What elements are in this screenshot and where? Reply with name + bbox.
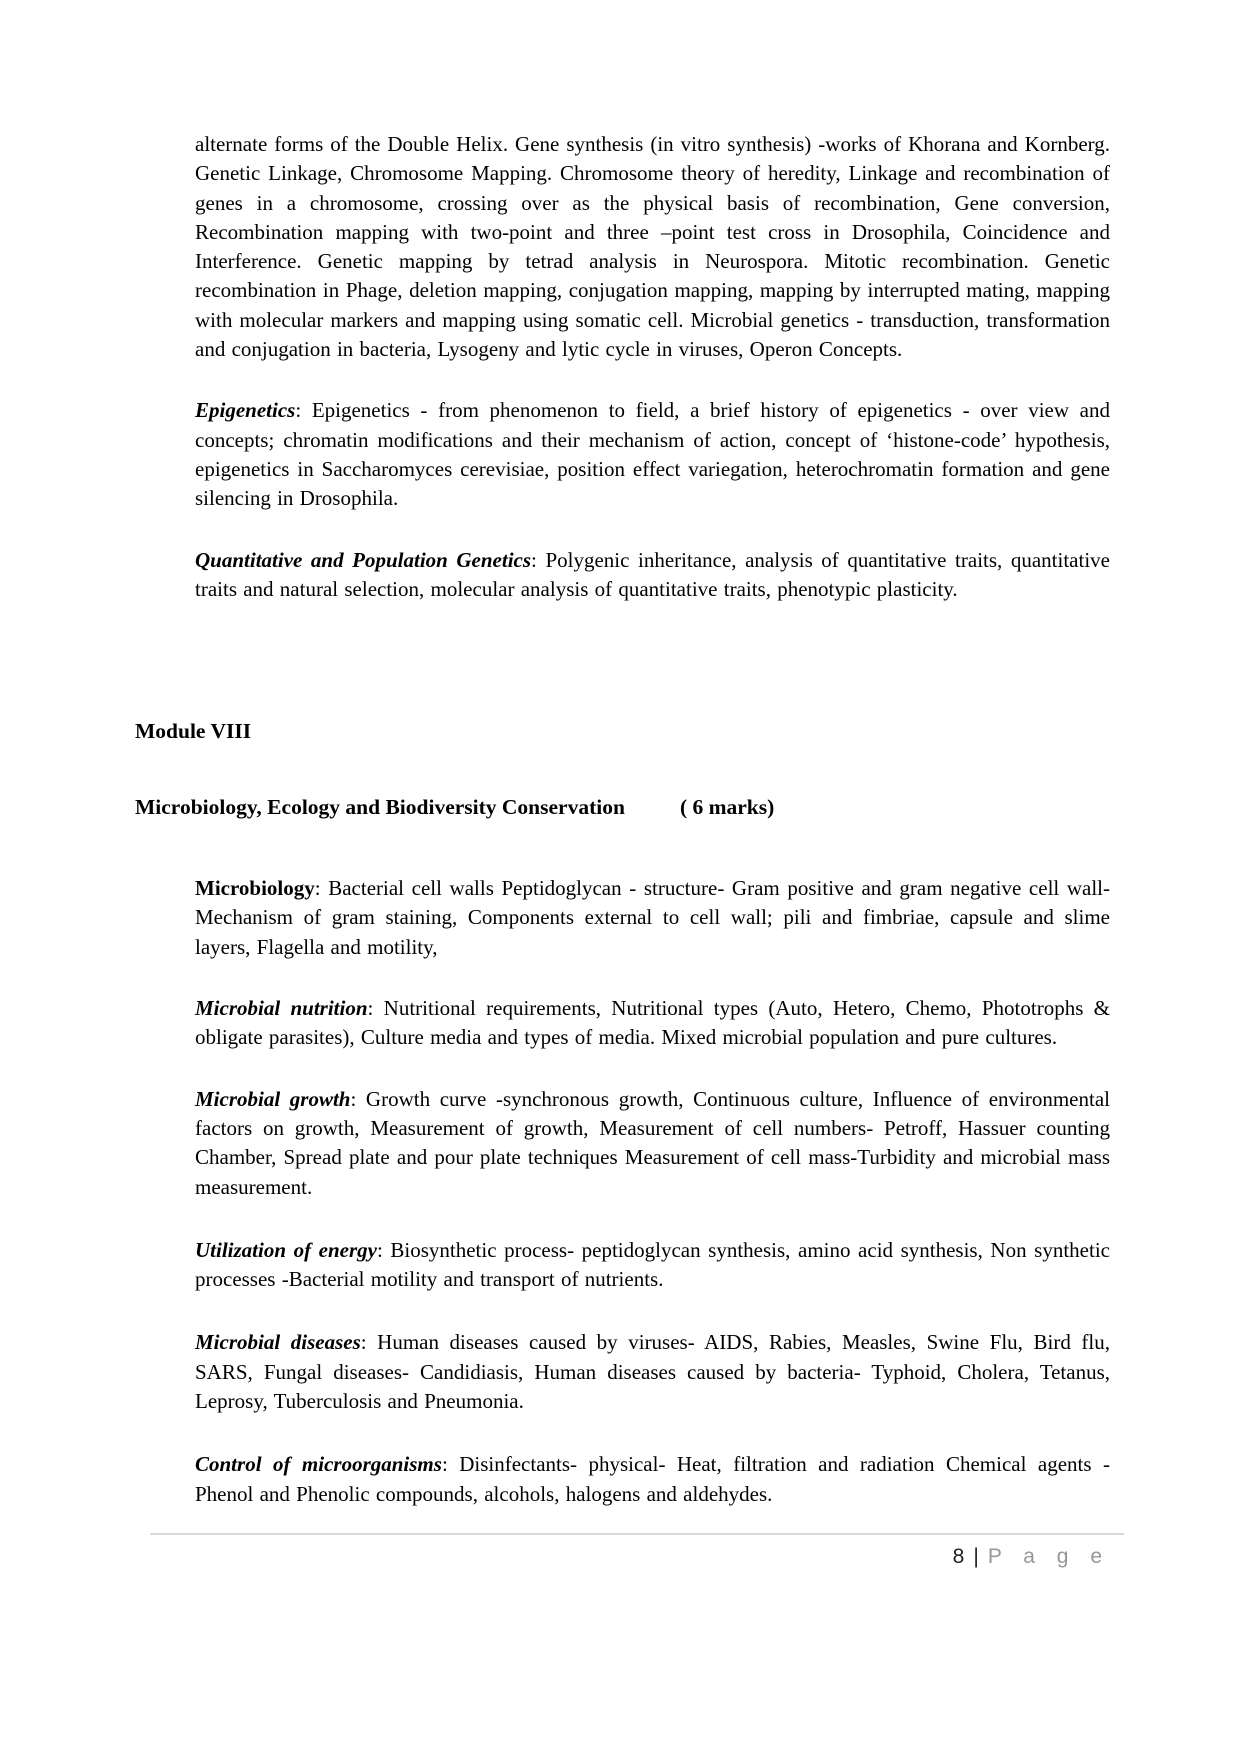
paragraph-epigenetics [195, 396, 1110, 513]
paragraph-microbiology [195, 874, 1110, 962]
paragraph-body: : Epigenetics - from phenomenon to field, a brief history of epigenetics - over view and concepts; chromatin modifications and their mechanism of action, concept of ‘histone-code’ hypothesis, epigenetics in Saccharomyces cerevisiae, position effect variegation, heterochromatin formation and gene silencing in Drosophila. [195, 398, 1110, 511]
paragraph-microbial-diseases [195, 1328, 1110, 1416]
paragraph-genetics-continued [195, 130, 1110, 364]
paragraph-lead: Utilization of energy [195, 1237, 377, 1262]
paragraph-microbial-nutrition [195, 994, 1110, 1053]
topic-heading [135, 792, 1110, 822]
paragraph-body: : Bacterial cell walls Peptidoglycan - structure- Gram positive and gram negative cell wall- Mechanism of gram staining, Components external to cell wall; pili and fimbriae, capsule and slime layers, Flagella and motility, [195, 876, 1110, 959]
paragraph-control-of-microorganisms [195, 1450, 1110, 1509]
paragraph-lead: Quantitative and Population Genetics [195, 547, 532, 572]
paragraph-lead: Epigenetics [195, 398, 296, 423]
paragraph-lead: Microbial growth [195, 1086, 351, 1111]
paragraph-body: : Human diseases caused by viruses- AIDS, Rabies, Measles, Swine Flu, Bird flu, SARS, Fungal diseases- Candidiasis, Human diseases caused by bacteria- Typhoid, Cholera, Tetanus, Leprosy, Tuberculosis and Pneumonia. [195, 1330, 1110, 1414]
paragraph-body: : Polygenic inheritance, analysis of quantitative traits, quantitative traits and natural selection, molecular analysis of quantitative traits, phenotypic plasticity. [195, 547, 1110, 601]
paragraph-body: : Disinfectants- physical- Heat, filtration and radiation Chemical agents - Phenol and Phenolic compounds, alcohols, halogens and aldehydes. [195, 1452, 1110, 1506]
paragraph-body: alternate forms of the Double Helix. Gene synthesis (in vitro synthesis) -works of Khorana and Kornberg. Genetic Linkage, Chromosome Mapping. Chromosome theory of heredity, Linkage and recombination of genes in a chromosome, crossing over as the physical basis of recombination, Gene conversion, Recombination mapping with two-point and three –point test cross in Drosophila, Coincidence and Interference. Genetic mapping by tetrad analysis in Neurospora. Mitotic recombination. Genetic recombination in Phage, deletion mapping, conjugation mapping, mapping by interrupted mating, mapping with molecular markers and mapping using somatic cell. Microbial genetics - transduction, transformation and conjugation in bacteria, Lysogeny and lytic cycle in viruses, Operon Concepts. [195, 132, 1110, 362]
page-number: 8 [952, 1544, 965, 1568]
paragraph-body: : Growth curve -synchronous growth, Continuous culture, Influence of environmental factors on growth, Measurement of growth, Measurement of cell numbers- Petroff, Hassuer counting Chamber, Spread plate and pour plate techniques Measurement of cell mass-Turbidity and microbial mass measurement. [195, 1086, 1110, 1199]
paragraph-quantitative-population-genetics [195, 546, 1110, 605]
page-footer [135, 1533, 1110, 1569]
paragraph-body: : Nutritional requirements, Nutritional types (Auto, Hetero, Chemo, Phototrophs & obligate parasites), Culture media and types of media. Mixed microbial population and pure cultures. [195, 996, 1111, 1050]
topic-title: Microbiology, Ecology and Biodiversity Conservation [135, 795, 625, 820]
marks-label: ( 6 marks) [679, 795, 775, 820]
paragraph-body: : Biosynthetic process- peptidoglycan synthesis, amino acid synthesis, Non synthetic processes -Bacterial motility and transport of nutrients. [195, 1237, 1110, 1292]
module-heading: Module VIII [135, 719, 252, 744]
footer-divider-line [150, 1533, 1124, 1535]
footer-page-label: P a g e [987, 1544, 1110, 1568]
paragraph-lead: Microbial nutrition [195, 996, 368, 1021]
paragraph-lead: Microbiology [195, 876, 315, 901]
footer-separator: | [973, 1544, 979, 1568]
page-number-footer [135, 1545, 1110, 1569]
paragraph-utilization-of-energy [195, 1236, 1110, 1295]
paragraph-lead: Microbial diseases [195, 1330, 361, 1355]
paragraph-microbial-growth [195, 1085, 1110, 1202]
paragraph-lead: Control of microorganisms [195, 1452, 442, 1477]
